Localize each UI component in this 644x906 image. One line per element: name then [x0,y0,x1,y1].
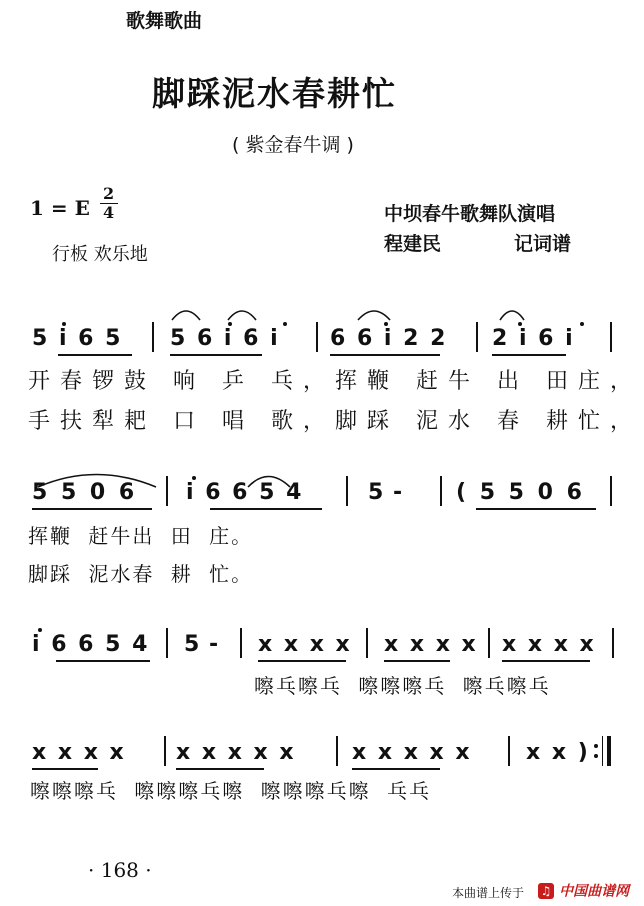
beam [56,660,150,662]
music-note-icon: ♫ [538,883,554,899]
measure-notes: ( 5 5 0 6 [456,480,583,505]
subtitle: ( 紫金春牛调 ) [232,134,354,156]
measure-notes: x x x x x [176,740,295,765]
end-repeat-sign [594,736,614,766]
octave-dot [228,322,232,326]
tempo-marking: 行板 欢乐地 [52,244,148,265]
measure-notes: x x x x [258,632,351,657]
barline [440,476,442,506]
barline [240,628,242,658]
lyric-line: 手扶犁耙 口 唱 歌，脚踩 泥水 春 耕忙， [28,409,642,434]
measure-notes: x x x x x [352,740,471,765]
beam [170,354,262,356]
measure-notes: i 6 6 5 4 [186,480,303,505]
measure-notes: x x ) [526,740,589,765]
barline [336,736,338,766]
beam [176,768,264,770]
barline [164,736,166,766]
measure-notes: 5 5 0 6 [32,480,136,505]
measure-notes: x x x x [502,632,595,657]
barline [610,476,612,506]
site-logo[interactable] [538,880,629,900]
lyric-line: 挥鞭 赶牛出 田 庄。 [28,524,254,548]
author-role: 记词谱 [514,233,572,255]
measure-notes: 5 i 6 5 [32,326,122,351]
upload-note: 本曲谱上传于 [452,886,525,900]
measure-notes: 5 - [184,632,220,657]
measure-notes: 2 i 6 i [492,326,574,351]
measure-notes: 6 6 i 2 2 [330,326,447,351]
beam [352,768,440,770]
measure-notes: x x x x [32,740,125,765]
beam [258,660,346,662]
beam [58,354,132,356]
barline [488,628,490,658]
octave-dot [518,322,522,326]
author-name: 程建民 [384,233,442,255]
lyric-line: 脚踩 泥水春 耕 忙。 [28,562,254,586]
beam [476,508,596,510]
slur [172,311,200,320]
barline [508,736,510,766]
barline [152,322,154,352]
octave-dot [384,322,388,326]
lyric-line: 嚓乓嚓乓 嚓嚓嚓乓 嚓乓嚓乓 [254,674,551,698]
page-number: · 168 · [88,858,152,882]
measure-notes: i 6 6 5 4 [32,632,149,657]
measure-notes: 5 - [368,480,404,505]
barline [610,322,612,352]
barline [476,322,478,352]
beam [502,660,590,662]
barline [166,628,168,658]
beam [32,768,98,770]
octave-dot [580,322,584,326]
barline [366,628,368,658]
beam [32,508,152,510]
measure-notes: 5 6 i 6 i [170,326,279,351]
time-signature-bottom: 4 [103,203,115,222]
slur [228,311,256,320]
beam [210,508,322,510]
performer-credit: 中坝春牛歌舞队演唱 [384,203,556,225]
barline [346,476,348,506]
key-signature: 1 = E [30,196,90,220]
beam [492,354,566,356]
barline [316,322,318,352]
site-logo-text: 中国曲谱网 [559,883,630,900]
lyric-line: 开春锣鼓 响 乒 乓，挥鞭 赶牛 出 田庄， [28,369,642,394]
slur [500,311,524,320]
octave-dot [192,476,196,480]
octave-dot [283,322,287,326]
page-title: 脚踩泥水春耕忙 [152,74,397,113]
beam [384,660,450,662]
time-signature-top: 2 [103,184,115,203]
barline [612,628,614,658]
beam [330,354,440,356]
measure-notes: x x x x [384,632,477,657]
octave-dot [38,628,42,632]
barline [166,476,168,506]
lyric-line: 嚓嚓嚓乓 嚓嚓嚓乓嚓 嚓嚓嚓乓嚓 乓乓 [30,779,432,803]
slur [358,311,390,320]
section-header: 歌舞歌曲 [126,10,203,32]
octave-dot [62,322,66,326]
